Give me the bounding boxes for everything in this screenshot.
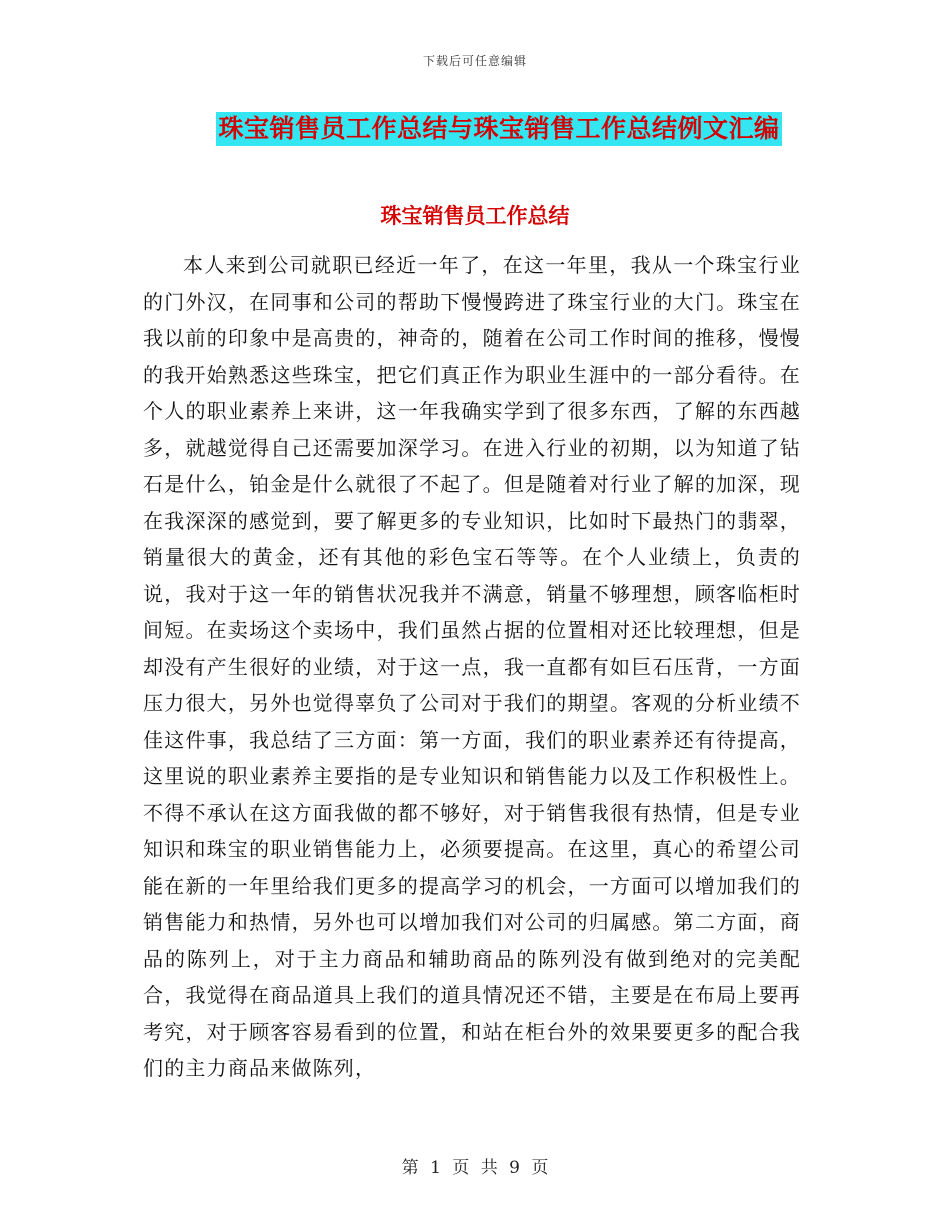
page-number-footer: 第 1 页 共 9 页	[401, 1158, 549, 1178]
section-title: 珠宝销售员工作总结	[380, 203, 570, 228]
main-title-container	[0, 112, 950, 146]
main-title: 珠宝销售员工作总结与珠宝销售工作总结例文汇编	[216, 112, 781, 146]
page-header-note: 下载后可任意编辑	[422, 54, 527, 68]
body-paragraph: 本人来到公司就职已经近一年了，在这一年里，我从一个珠宝行业的门外汉，在同事和公司的帮助下慢慢跨进了珠宝行业的大门。珠宝在我以前的印象中是高贵的，神奇的，随着在公司工作时间的推移，慢慢的我开始熟悉这些珠宝，把它们真正作为职业生涯中的一部分看待。在个人的职业素养上来讲，这一年我确实学到了很多东西，了解的东西越多，就越觉得自己还需要加深学习。在进入行业的初期，以为知道了钻石是什么，铂金是什么就很了不起了。但是随着对行业了解的加深，现在我深深的感觉到，要了解更多的专业知识，比如时下最热门的翡翠，销量很大的黄金，还有其他的彩色宝石等等。在个人业绩上，负责的说，我对于这一年的销售状况我并不满意，销量不够理想，顾客临柜时间短。在卖场这个卖场中，我们虽然占据的位置相对还比较理想，但是却没有产生很好的业绩，对于这一点，我一直都有如巨石压背，一方面压力很大，另外也觉得辜负了公司对于我们的期望。客观的分析业绩不佳这件事，我总结了三方面：第一方面，我们的职业素养还有待提高，这里说的职业素养主要指的是专业知识和销售能力以及工作积极性上。不得不承认在这方面我做的都不够好，对于销售我很有热情，但是专业知识和珠宝的职业销售能力上，必须要提高。在这里，真心的希望公司能在新的一年里给我们更多的提高学习的机会，一方面可以增加我们的销售能力和热情，另外也可以增加我们对公司的归属感。第二方面，商品的陈列上，对于主力商品和辅助商品的陈列没有做到绝对的完美配合，我觉得在商品道具上我们的道具情况还不错，主要是在布局上要再考究，对于顾客容易看到的位置，和站在柜台外的效果要更多的配合我们的主力商品来做陈列，	[143, 253, 801, 1080]
